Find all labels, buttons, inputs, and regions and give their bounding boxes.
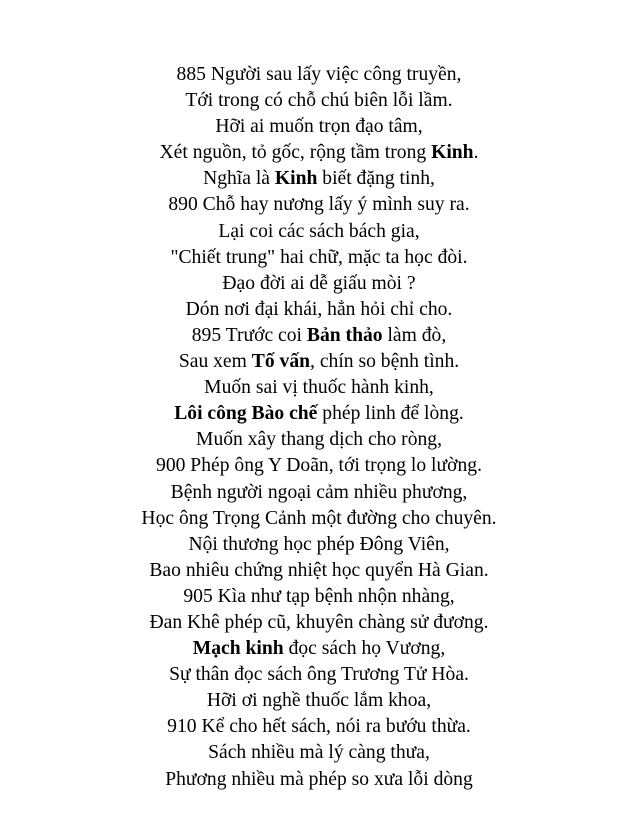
text-segment: 910 Kể cho hết sách, nói ra bướu thừa. [167, 716, 471, 738]
text-segment: 890 Chỗ hay nương lấy ý mình suy ra. [168, 194, 470, 216]
poem-line [0, 375, 638, 401]
poem-line [0, 714, 638, 740]
text-segment: , chín so bệnh tình. [310, 351, 460, 373]
text-segment: "Chiết trung" hai chữ, mặc ta học đòi. [170, 246, 468, 268]
poem-page [0, 62, 638, 793]
bold-text-segment: Mạch kinh [192, 638, 284, 660]
poem-line [0, 401, 638, 427]
poem-line [0, 532, 638, 558]
poem-line [0, 140, 638, 166]
poem-line [0, 767, 638, 793]
text-segment: Phương nhiều mà phép so xưa lỗi dòng [165, 768, 473, 790]
text-segment: Bệnh người ngoại cảm nhiều phương, [170, 481, 468, 503]
text-segment: làm đò, [382, 324, 447, 346]
poem-line [0, 506, 638, 532]
poem-line [0, 453, 638, 479]
poem-line [0, 610, 638, 636]
bold-text-segment: Kinh [431, 142, 474, 164]
text-segment: biết đặng tinh, [317, 168, 435, 190]
bold-text-segment: Bản thảo [306, 324, 383, 346]
poem-line [0, 480, 638, 506]
poem-line [0, 740, 638, 766]
text-segment: Xét nguồn, tỏ gốc, rộng tầm trong [159, 142, 432, 164]
poem-line [0, 636, 638, 662]
text-segment: Dón nơi đại khái, hẳn hỏi chỉ cho. [185, 298, 453, 320]
poem-line [0, 62, 638, 88]
text-segment: Lại coi các sách bách gia, [218, 220, 420, 242]
text-segment: Đan Khê phép cũ, khuyên chàng sử đương. [149, 611, 489, 633]
text-segment: 885 Người sau lấy việc công truyền, [176, 64, 462, 85]
poem-line [0, 427, 638, 453]
text-segment: Nội thương học phép Đông Viên, [188, 533, 450, 555]
poem-line [0, 323, 638, 349]
poem-text [0, 62, 638, 793]
text-segment: Hỡi ai muốn trọn đạo tâm, [215, 116, 423, 138]
poem-line [0, 166, 638, 192]
poem-line [0, 192, 638, 218]
text-segment: Bao nhiêu chứng nhiệt học quyển Hà Gian. [149, 559, 489, 581]
text-segment: Muốn sai vị thuốc hành kinh, [204, 377, 434, 399]
text-segment: Đạo đời ai dễ giấu mòi ? [222, 272, 416, 294]
poem-line [0, 584, 638, 610]
text-segment: Nghĩa là [203, 168, 275, 190]
poem-line [0, 558, 638, 584]
text-segment: Sau xem [178, 351, 252, 373]
bold-text-segment: Kinh [274, 168, 318, 190]
text-segment: 895 Trước coi [191, 324, 307, 346]
poem-line [0, 245, 638, 271]
text-segment: . [473, 142, 479, 164]
text-segment: Sách nhiều mà lý càng thưa, [208, 742, 430, 764]
bold-text-segment: Tố vấn [251, 351, 311, 373]
text-segment: 900 Phép ông Y Doãn, tới trọng lo lường. [156, 455, 482, 477]
text-segment: phép linh để lòng. [317, 403, 464, 425]
poem-line [0, 114, 638, 140]
poem-line [0, 271, 638, 297]
poem-line [0, 688, 638, 714]
poem-line [0, 297, 638, 323]
text-segment: Tới trong có chỗ chú biên lỗi lầm. [185, 90, 453, 112]
text-segment: 905 Kìa như tạp bệnh nhộn nhàng, [183, 585, 455, 607]
text-segment: Hỡi ơi nghề thuốc lắm khoa, [206, 690, 432, 712]
text-segment: Muốn xây thang dịch cho ròng, [196, 429, 442, 451]
bold-text-segment: Lôi công Bào chế [174, 403, 318, 425]
text-segment: Học ông Trọng Cảnh một đường cho chuyên. [141, 507, 497, 529]
poem-line [0, 349, 638, 375]
poem-line [0, 662, 638, 688]
text-segment: đọc sách họ Vương, [283, 638, 446, 660]
poem-line [0, 88, 638, 114]
poem-line [0, 219, 638, 245]
text-segment: Sự thân đọc sách ông Trương Tử Hòa. [169, 664, 469, 686]
